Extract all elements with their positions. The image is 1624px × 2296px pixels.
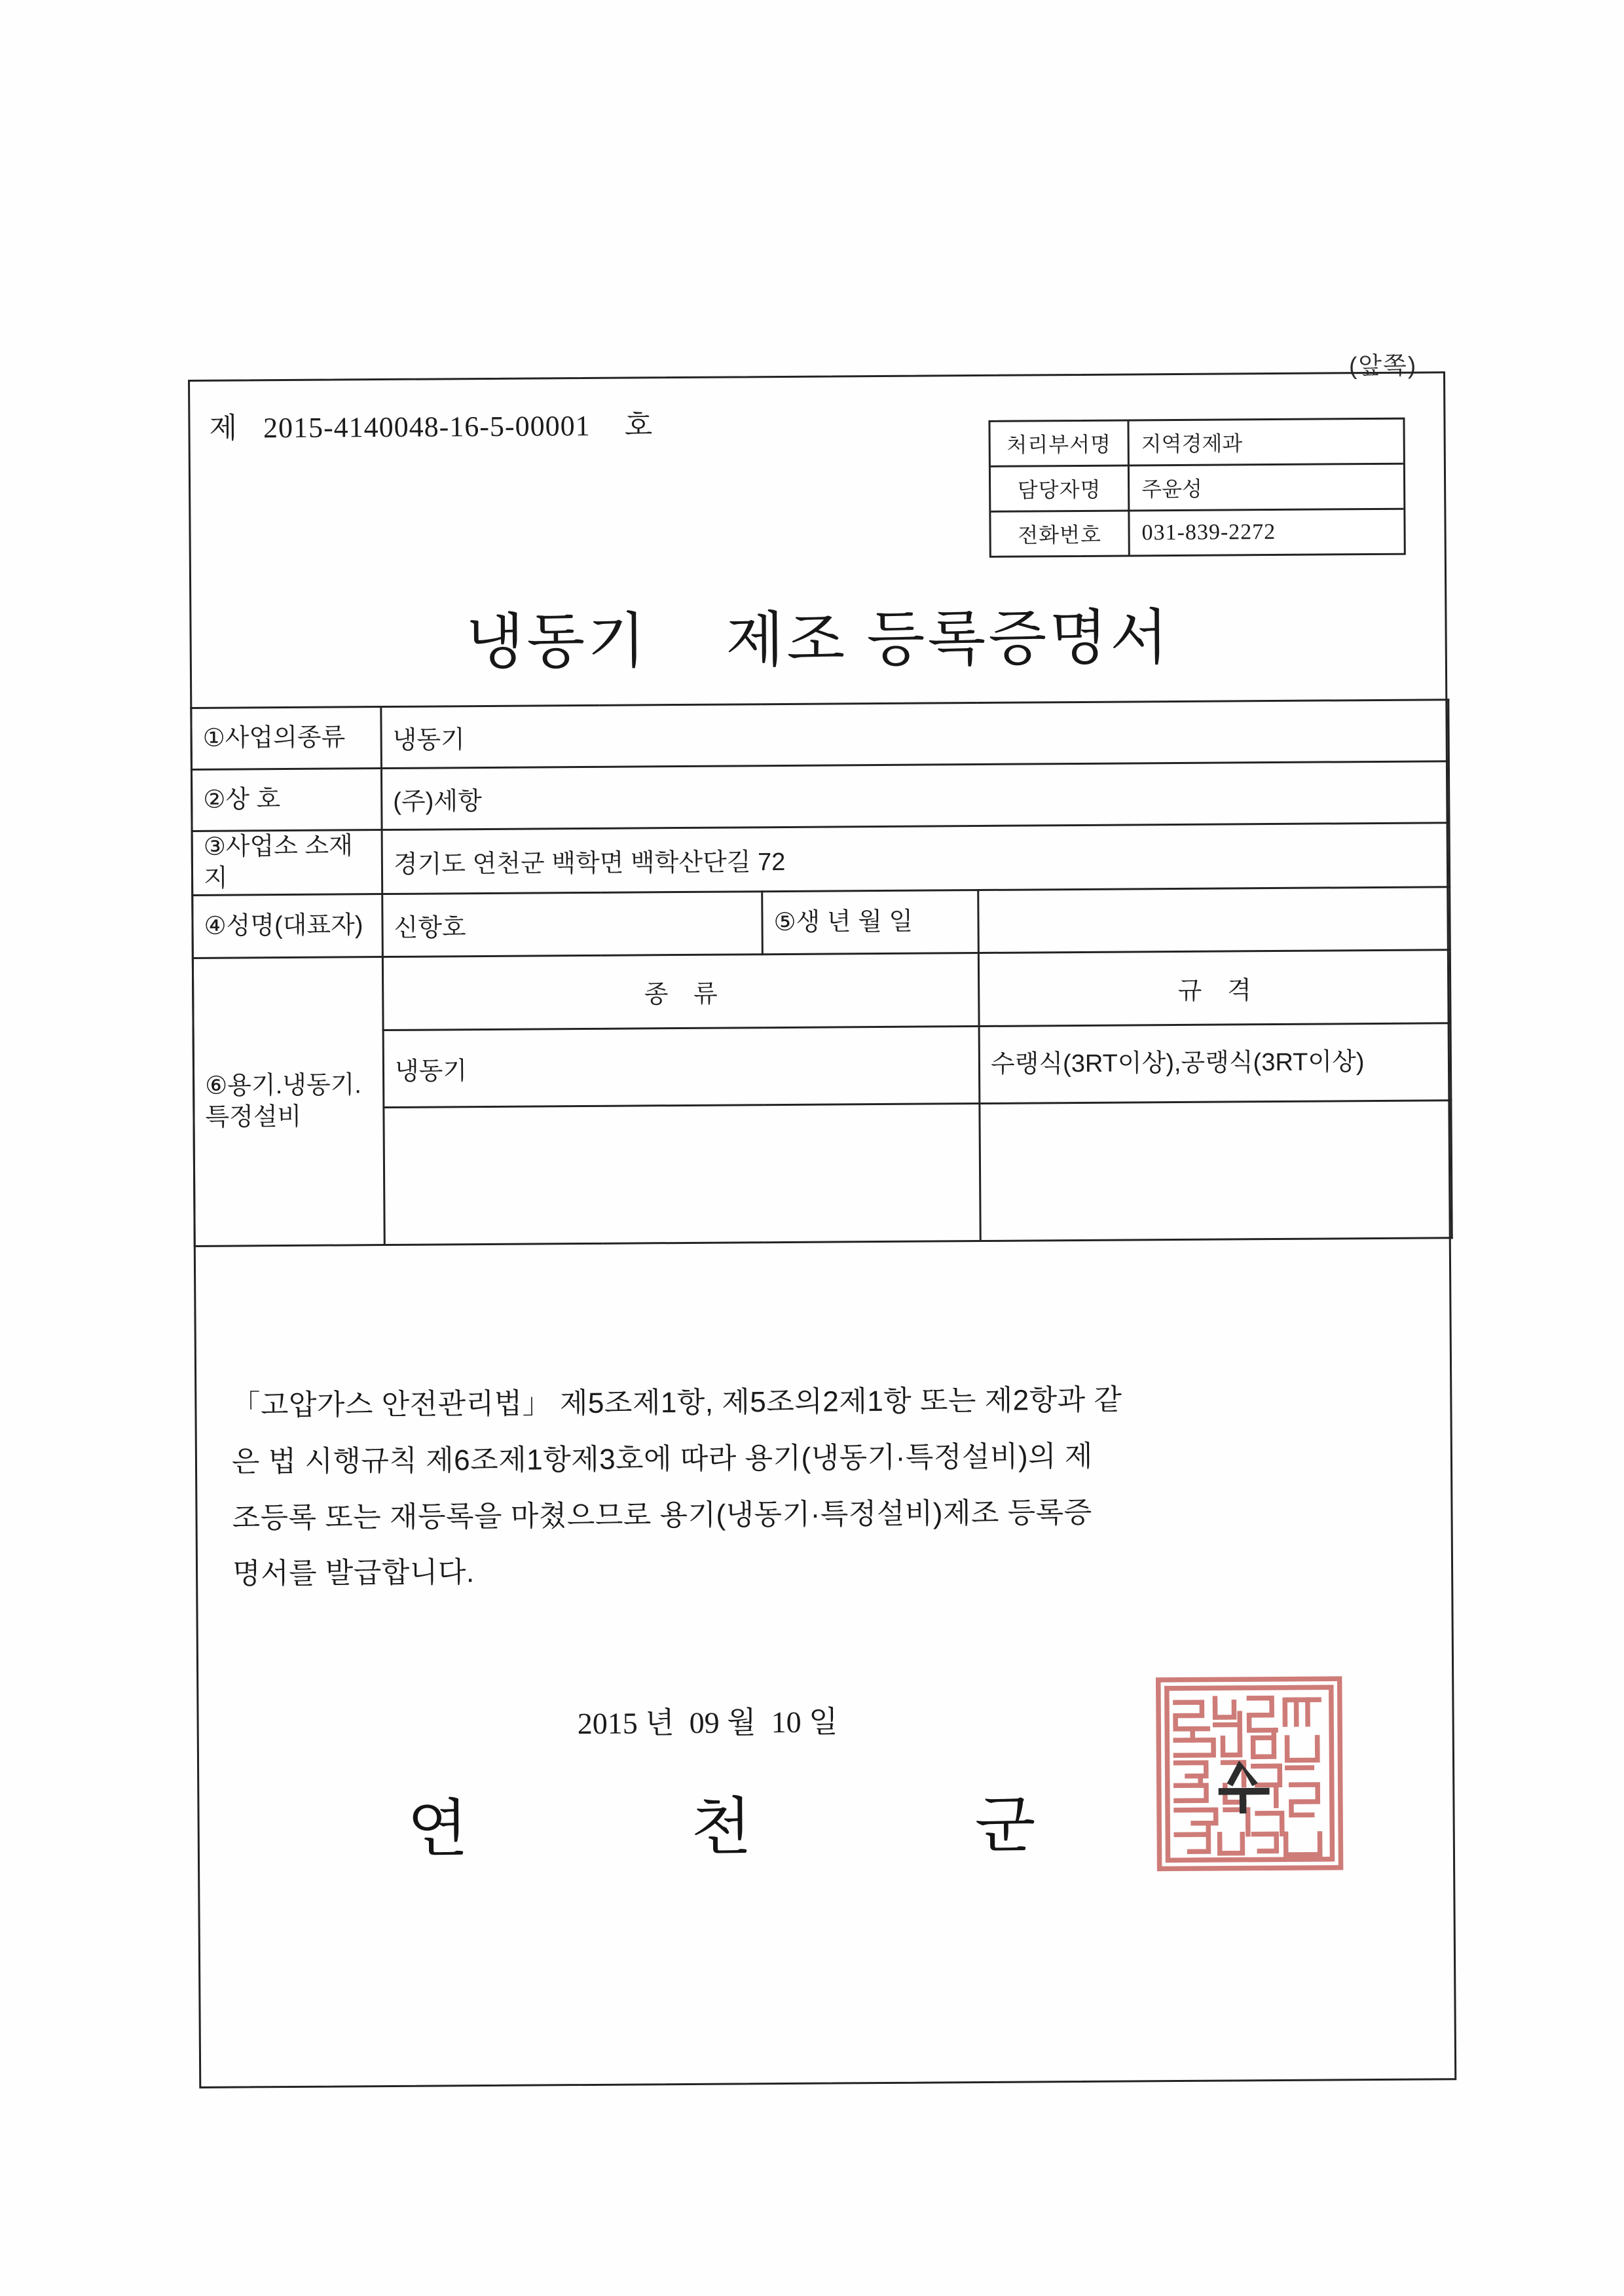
table-row-company-name xyxy=(191,761,1449,831)
label-representative: ④성명(대표자) xyxy=(193,894,383,958)
column-header-kind: 종 류 xyxy=(382,953,979,1030)
statement-line-3: 조등록 또는 재등록을 마쳤으므로 용기(냉동기·특정설비)제조 등록증 xyxy=(232,1496,1092,1535)
processing-info-box xyxy=(988,418,1405,558)
value-birthdate xyxy=(978,887,1450,953)
statement-line-1: 「고압가스 안전관리법」 제5조제1항, 제5조의2제1항 또는 제2항과 같 xyxy=(231,1383,1122,1422)
info-label-officer: 담당자명 xyxy=(991,466,1130,510)
authority-char-1: 연 xyxy=(407,1794,469,1865)
value-representative: 신항호 xyxy=(382,892,763,957)
equipment-item-spec: 수랭식(3RT이상),공랭식(3RT이상) xyxy=(979,1023,1451,1104)
info-label-phone: 전화번호 xyxy=(991,511,1130,555)
issue-date: 2015 년 09 월 10 일 xyxy=(577,1705,838,1741)
equipment-item-kind: 냉동기 xyxy=(383,1027,980,1108)
label-equipment-category: ⑥용기.냉동기.특정설비 xyxy=(193,957,384,1247)
label-company-name: ②상 호 xyxy=(191,769,382,831)
label-business-type: ①사업의종류 xyxy=(191,707,382,770)
value-address: 경기도 연천군 백학면 백학산단길 72 xyxy=(382,823,1450,894)
label-address: ③사업소 소재지 xyxy=(192,830,382,896)
document-number-label: 제 xyxy=(209,412,238,445)
certificate-document xyxy=(188,371,1456,2088)
value-company-name: (주)세항 xyxy=(381,761,1449,830)
statement-line-2: 은 법 시행규칙 제6조제1항제3호에 따라 용기(냉동기·특정설비)의 제 xyxy=(231,1440,1093,1478)
info-row-phone xyxy=(991,510,1403,556)
equipment-blank-kind xyxy=(384,1104,980,1245)
info-value-phone: 031-839-2272 xyxy=(1141,519,1276,545)
table-row-representative xyxy=(193,887,1450,958)
certificate-form-table xyxy=(190,699,1452,1247)
document-number-value: 2015-4140048-16-5-00001 xyxy=(263,409,591,445)
issuing-authority xyxy=(295,1774,1147,1870)
column-header-spec: 규 격 xyxy=(978,950,1450,1027)
document-number-line xyxy=(209,401,652,446)
info-label-department: 처리부서명 xyxy=(990,421,1129,465)
document-number-suffix: 호 xyxy=(624,409,653,442)
info-value-officer: 주윤성 xyxy=(1141,477,1203,501)
authority-char-2: 천 xyxy=(690,1792,752,1863)
value-business-type: 냉동기 xyxy=(381,700,1449,769)
table-row-equipment-headers xyxy=(193,950,1450,1032)
certificate-title: 냉동기 제조 등록증명서 xyxy=(466,604,1172,676)
legal-statement xyxy=(231,1370,1411,1603)
table-row-address xyxy=(192,823,1450,896)
table-row-business-type xyxy=(191,700,1449,770)
equipment-blank-spec xyxy=(980,1101,1452,1241)
page-side-marker: (앞쪽) xyxy=(1348,352,1418,380)
info-row-officer xyxy=(991,465,1403,513)
info-value-department: 지역경제과 xyxy=(1141,431,1243,456)
label-birthdate: ⑤생 년 월 일 xyxy=(762,890,979,955)
statement-line-4: 명서를 발급합니다. xyxy=(232,1556,475,1590)
info-row-department xyxy=(990,420,1403,467)
authority-char-3: 군 xyxy=(974,1790,1036,1861)
official-seal-icon xyxy=(1154,1675,1345,1872)
